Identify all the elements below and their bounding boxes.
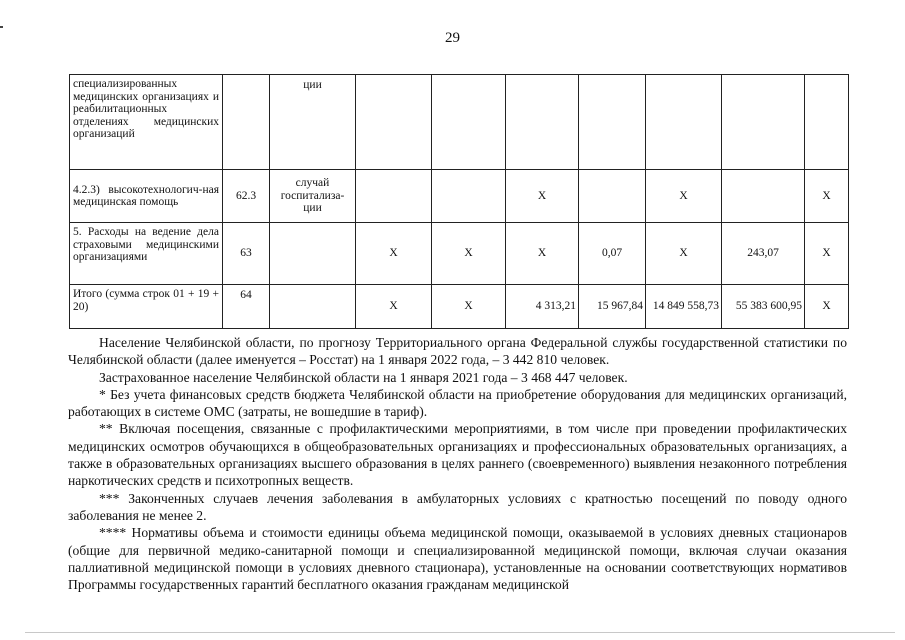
table-row: [70, 170, 849, 223]
row-code-cell: 62.3: [223, 170, 270, 223]
value-cell: [805, 75, 849, 170]
row-unit-cell: [270, 223, 356, 285]
row-unit-cell: случай госпитализа-ции: [270, 170, 356, 223]
value-cell: [722, 75, 805, 170]
margin-mark: [0, 26, 3, 28]
footnote-3: *** Законченных случаев лечения заболевания в амбулаторных условиях с кратностью посещений по поводу одного заболевания не менее 2.: [68, 490, 847, 523]
value-cell: [506, 75, 579, 170]
population-paragraph: Население Челябинской области, по прогнозу Территориального органа Федеральной службы государственной статистики по Челябинской области (далее именуется – Росстат) на 1 января 2022 года, – 3 442 810 человек.: [68, 335, 847, 368]
value-cell: [356, 75, 432, 170]
value-cell: [646, 75, 722, 170]
value-cell: [432, 170, 506, 223]
row-code-cell: 64: [223, 285, 270, 329]
value-cell: [722, 170, 805, 223]
value-cell: 55 383 600,95: [722, 285, 805, 329]
value-cell: X: [506, 223, 579, 285]
footnote-1: * Без учета финансовых средств бюджета Челябинской области на приобретение оборудования для медицинских организаций, работающих в системе ОМС (затраты, не вошедшие в тариф).: [68, 386, 847, 420]
row-name-cell: Итого (сумма строк 01 + 19 + 20): [70, 285, 223, 329]
row-name-cell: 5. Расходы на ведение дела страховыми медицинскими организациями: [70, 223, 223, 285]
table-row: [70, 75, 849, 170]
value-cell: 15 967,84: [579, 285, 646, 329]
table-row: [70, 223, 849, 285]
notes-text: [68, 334, 847, 593]
page-bottom-rule: [25, 632, 895, 633]
page-number: 29: [445, 30, 460, 46]
row-unit-cell: [270, 285, 356, 329]
row-code-cell: 63: [223, 223, 270, 285]
value-cell: [356, 170, 432, 223]
value-cell: X: [805, 285, 849, 329]
footnote-2: ** Включая посещения, связанные с профилактическими мероприятиями, в том числе при проведении профилактических медицинских осмотров обучающихся в общеобразовательных организациях и профессиональных образовательных организациях, а также в образовательных организациях высшего образования в целях раннего (своевременного) выявления незаконного потребления наркотических средств и психотропных веществ.: [68, 421, 847, 489]
table-row: [70, 285, 849, 329]
value-cell: 4 313,21: [506, 285, 579, 329]
row-name-cell: специализированных медицинских организациях и реабилитационных отделениях медицинских организаций: [70, 75, 223, 170]
value-cell: X: [506, 170, 579, 223]
value-cell: X: [432, 223, 506, 285]
value-cell: [579, 75, 646, 170]
medical-care-table: [69, 74, 849, 329]
insured-population-paragraph: Застрахованное население Челябинской области на 1 января 2021 года – 3 468 447 человек.: [99, 369, 628, 385]
footnote-4: **** Нормативы объема и стоимости единицы объема медицинской помощи, оказываемой в условиях дневных стационаров (общие для первичной медико-санитарной помощи и специализированной медицинской помощи, включая случаи оказания паллиативной медицинской помощи в условиях дневного стационара), установленные на основании соответствующих нормативов Программы государственных гарантий бесплатного оказания гражданам медицинской: [68, 525, 847, 593]
value-cell: [579, 170, 646, 223]
value-cell: 0,07: [579, 223, 646, 285]
value-cell: X: [805, 223, 849, 285]
row-code-cell: [223, 75, 270, 170]
value-cell: X: [356, 285, 432, 329]
row-name-cell: 4.2.3) высокотехнологич-ная медицинская помощь: [70, 170, 223, 223]
value-cell: X: [356, 223, 432, 285]
value-cell: X: [805, 170, 849, 223]
value-cell: 243,07: [722, 223, 805, 285]
value-cell: X: [432, 285, 506, 329]
value-cell: X: [646, 170, 722, 223]
value-cell: X: [646, 223, 722, 285]
row-unit-cell: ции: [270, 75, 356, 170]
value-cell: 14 849 558,73: [646, 285, 722, 329]
value-cell: [432, 75, 506, 170]
